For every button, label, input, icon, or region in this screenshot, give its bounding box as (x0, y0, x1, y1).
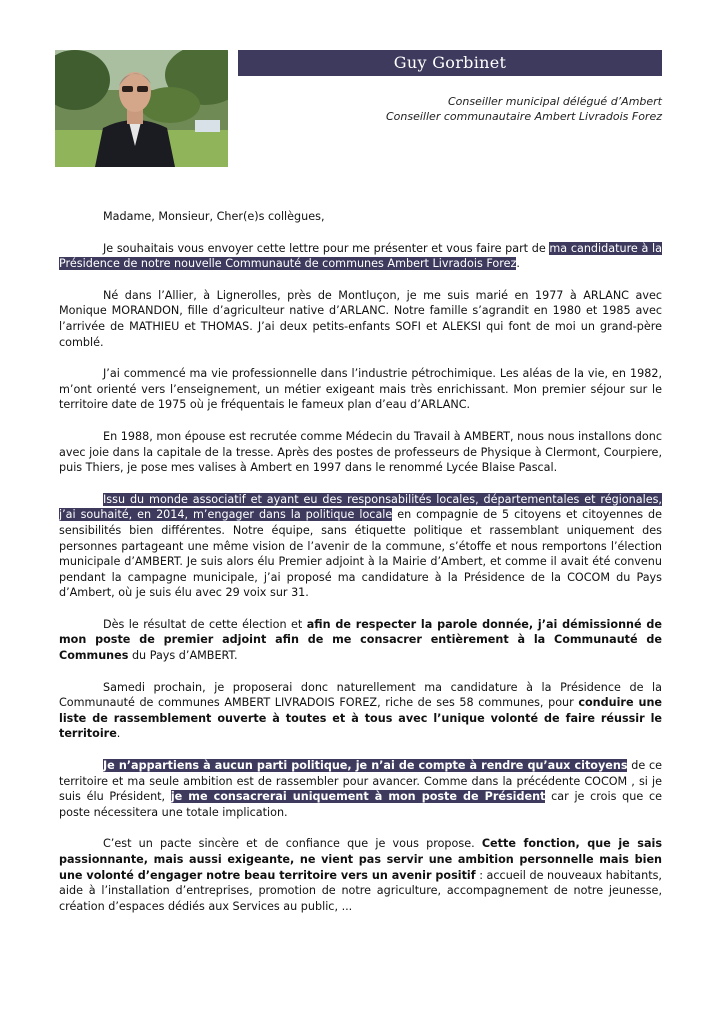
paragraph-career: J’ai commencé ma vie professionnelle dans l’industrie pétrochimique. Les aléas de la vie, en 1982, m’ont orienté vers l’enseignement, un métier exigeant mais très enrichissant. Mon premier séjour sur le territoire date de 1975 où je fréquentais le fameux plan d’eau d’ARLANC. (59, 367, 662, 412)
portrait-photo (55, 50, 228, 167)
text: C’est un pacte sincère et de confiance que je vous propose. (103, 837, 482, 851)
highlight: je me consacrerai uniquement à mon poste de Président (170, 790, 546, 804)
paragraph-candidature (59, 241, 662, 272)
author-name-banner: Guy Gorbinet (238, 50, 662, 76)
text: . (116, 727, 121, 741)
paragraph-ambert: En 1988, mon épouse est recrutée comme Médecin du Travail à AMBERT, nous nous installons donc avec joie dans la capitale de la tresse. Après des postes de professeurs de Physique à Clermont, Courpiere, puis Thiers, je pose mes valises à Ambert en 1997 dans le renommé Lycée Blaise Pascal. (59, 429, 662, 475)
text: Dès le résultat de cette élection et (103, 617, 307, 631)
role-line-1: Conseiller municipal délégué d’Ambert (447, 95, 662, 108)
role-line-2: Conseiller communautaire Ambert Livradois Forez (386, 110, 662, 123)
text: du Pays d’AMBERT. (128, 649, 238, 663)
paragraph-resignation (59, 617, 662, 664)
text: Je souhaitais vous envoyer cette lettre pour me présenter et vous faire part de (103, 241, 550, 255)
bold-text: Cette fonction, que je sais passionnante, mais aussi exigeante, ne vient pas servir une ambition personnelle mais bien une volonté d’engager notre beau territoire vers un avenir positif (59, 837, 662, 882)
text: car je crois que ce poste nécessitera une totale implication. (59, 790, 662, 819)
highlight: Je n’appartiens à aucun parti politique, je n’ai de compte à rendre qu’aux citoyens (103, 759, 628, 773)
highlight: Issu du monde associatif et ayant eu des responsabilités locales, départementales et régionales, j’ai souhaité, en 2014, m’engager dans la politique locale (59, 492, 662, 522)
text: : accueil de nouveaux habitants, aide à l’installation d’entreprises, promotion de notre agriculture, accompagnement de notre jeunesse, création d’espaces dédiés aux Services au public, ... (59, 868, 662, 913)
greeting: Madame, Monsieur, Cher(e)s collègues, (103, 210, 325, 223)
paragraph-pact (59, 836, 662, 914)
text: en compagnie de 5 citoyens et citoyennes de sensibilités bien différentes. Notre équipe, sans étiquette politique et rassemblant uniquement des personnes partageant une même vision de l’avenir de la commune, s’étoffe et nous remportons l’élection municipale d’AMBERT. Je suis alors élu Premier adjoint à la Mairie d’Ambert, et comme il avait été convenu pendant la campagne municipale, j’ai proposé ma candidature à la Présidence de la COCOM du Pays d’Ambert, où je suis élu avec 29 voix sur 31. (59, 508, 662, 600)
author-roles (386, 94, 662, 124)
paragraph-proposal (59, 680, 662, 742)
paragraph-family: Né dans l’Allier, à Lignerolles, près de Montluçon, je me suis marié en 1977 à ARLANC avec Monique MORANDON, fille d’agriculteur native d’ARLANC. Notre famille s’agrandit en 1980 et 1985 avec l’arrivée de MATHIEU et THOMAS. J’ai deux petits-enfants SOFI et ALEKSI qui font de moi un grand-père comblé. (59, 288, 662, 349)
bold-text: conduire une liste de rassemblement ouverte à toutes et à tous avec l’unique volonté de faire réussir le territoire (59, 696, 662, 741)
paragraph-independence (59, 758, 662, 820)
bold-text: afin de respecter la parole donnée, j’ai démissionné de mon poste de premier adjoint afin de me consacrer entièrement à la Communauté de Communes (59, 617, 662, 663)
letter-body (59, 209, 662, 930)
portrait-illustration (55, 50, 228, 167)
text: de ce territoire et ma seule ambition est de rassembler pour avancer. Comme dans la précédente COCOM , si je suis élu Président, (59, 759, 662, 804)
paragraph-engagement (59, 492, 662, 601)
text: . (516, 257, 520, 271)
highlight: ma candidature à la Présidence de notre nouvelle Communauté de communes Ambert Livradois Forez (59, 241, 662, 271)
text: Samedi prochain, je proposerai donc naturellement ma candidature à la Présidence de la Communauté de communes AMBERT LIVRADOIS FOREZ, riche de ses 58 communes, pour (59, 680, 662, 710)
